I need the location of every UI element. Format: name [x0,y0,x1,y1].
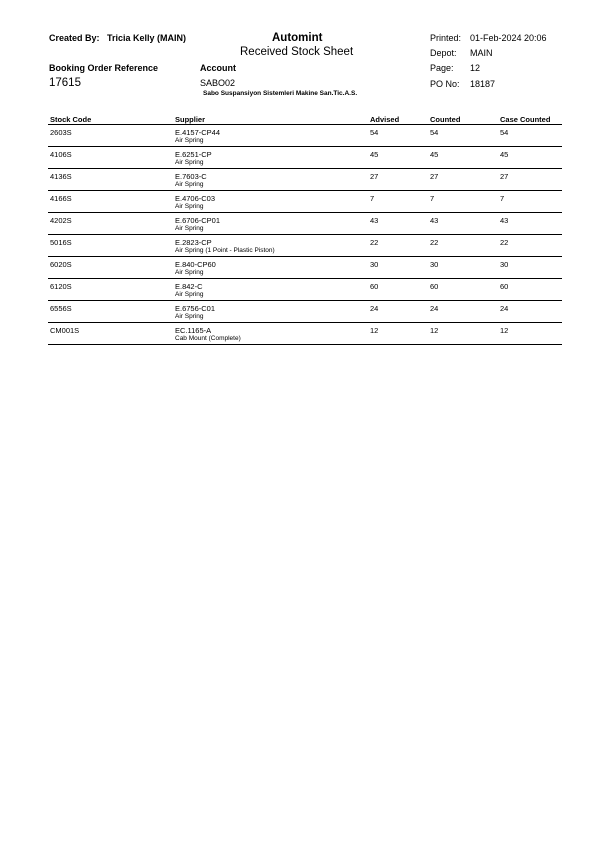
table-row [48,125,562,147]
case-counted-cell: 27 [500,172,509,181]
company-name: Automint [272,32,323,44]
counted-cell: 22 [430,238,439,247]
booking-label: Booking Order Reference [49,63,159,73]
counted-cell: 12 [430,326,439,335]
counted-cell: 7 [430,194,435,203]
stock-code-cell: 2603S [50,128,72,137]
table-row [48,169,562,191]
counted-cell: 24 [430,304,439,313]
depot-value: MAIN [470,48,493,58]
supplier-cell: EC.1165-A [175,326,212,335]
case-counted-cell: 7 [500,194,505,203]
case-counted-cell: 12 [500,326,509,335]
table-row [48,147,562,169]
created-by-value: Tricia Kelly (MAIN) [107,33,187,43]
counted-cell: 27 [430,172,439,181]
counted-cell: 45 [430,150,439,159]
col-advised: Advised [370,115,400,124]
case-counted-cell: 60 [500,282,509,291]
description-cell: Air Spring [175,313,204,320]
counted-cell: 54 [430,128,439,137]
table-row [48,191,562,213]
description-cell: Air Spring [175,291,204,298]
stock-code-cell: 6020S [50,260,72,269]
account-label: Account [200,63,236,73]
advised-cell: 27 [370,172,379,181]
supplier-cell: E.4706-C03 [175,194,216,203]
advised-cell: 12 [370,326,379,335]
description-cell: Air Spring [175,269,204,276]
description-cell: Air Spring [175,181,204,188]
account-name: Sabo Suspansiyon Sistemleri Makine San.Tic.A.S. [203,90,358,97]
booking-value: 17615 [49,77,81,89]
sheet-title: Received Stock Sheet [240,46,354,58]
stock-code-cell: 4202S [50,216,72,225]
created-by-label: Created By: [49,33,100,43]
advised-cell: 45 [370,150,379,159]
po-label: PO No: [430,79,460,89]
stock-code-cell: 4106S [50,150,72,159]
stock-code-cell: 5016S [50,238,72,247]
account-value: SABO02 [200,78,236,88]
table-row [48,257,562,279]
case-counted-cell: 54 [500,128,509,137]
case-counted-cell: 30 [500,260,509,269]
printed-label: Printed: [430,33,462,43]
supplier-cell: E.2823-CP [175,238,212,247]
description-cell: Air Spring (1 Point - Plastic Piston) [175,247,275,254]
supplier-cell: E.6706-CP01 [175,216,221,225]
stock-table [48,113,562,345]
po-value: 18187 [470,79,496,89]
case-counted-cell: 22 [500,238,509,247]
col-stock-code: Stock Code [50,115,92,124]
description-cell: Air Spring [175,225,204,232]
stock-code-cell: 6120S [50,282,72,291]
stock-code-cell: 6556S [50,304,72,313]
col-supplier: Supplier [175,115,206,124]
supplier-cell: E.7603-C [175,172,207,181]
counted-cell: 60 [430,282,439,291]
table-row [48,279,562,301]
page-value: 12 [470,63,481,73]
advised-cell: 24 [370,304,379,313]
col-case-counted: Case Counted [500,115,551,124]
advised-cell: 60 [370,282,379,291]
advised-cell: 22 [370,238,379,247]
printed-value: 01-Feb-2024 20:06 [470,33,547,43]
stock-code-cell: 4136S [50,172,72,181]
counted-cell: 30 [430,260,439,269]
table-row [48,213,562,235]
table-header [48,113,562,125]
supplier-cell: E.840-CP60 [175,260,216,269]
stock-code-cell: CM001S [50,326,80,335]
page-label: Page: [430,63,454,73]
advised-cell: 7 [370,194,375,203]
advised-cell: 43 [370,216,379,225]
supplier-cell: E.6251-CP [175,150,212,159]
case-counted-cell: 45 [500,150,509,159]
description-cell: Air Spring [175,137,204,144]
advised-cell: 54 [370,128,379,137]
table-row [48,323,562,345]
col-counted: Counted [430,115,461,124]
advised-cell: 30 [370,260,379,269]
case-counted-cell: 43 [500,216,509,225]
table-row [48,301,562,323]
case-counted-cell: 24 [500,304,509,313]
supplier-cell: E.6756-C01 [175,304,216,313]
description-cell: Air Spring [175,203,204,210]
supplier-cell: E.842-C [175,282,203,291]
description-cell: Air Spring [175,159,204,166]
description-cell: Cab Mount (Complete) [175,335,241,342]
table-body [48,125,562,345]
table-row [48,235,562,257]
counted-cell: 43 [430,216,439,225]
supplier-cell: E.4157-CP44 [175,128,221,137]
depot-label: Depot: [430,48,457,58]
stock-code-cell: 4166S [50,194,72,203]
